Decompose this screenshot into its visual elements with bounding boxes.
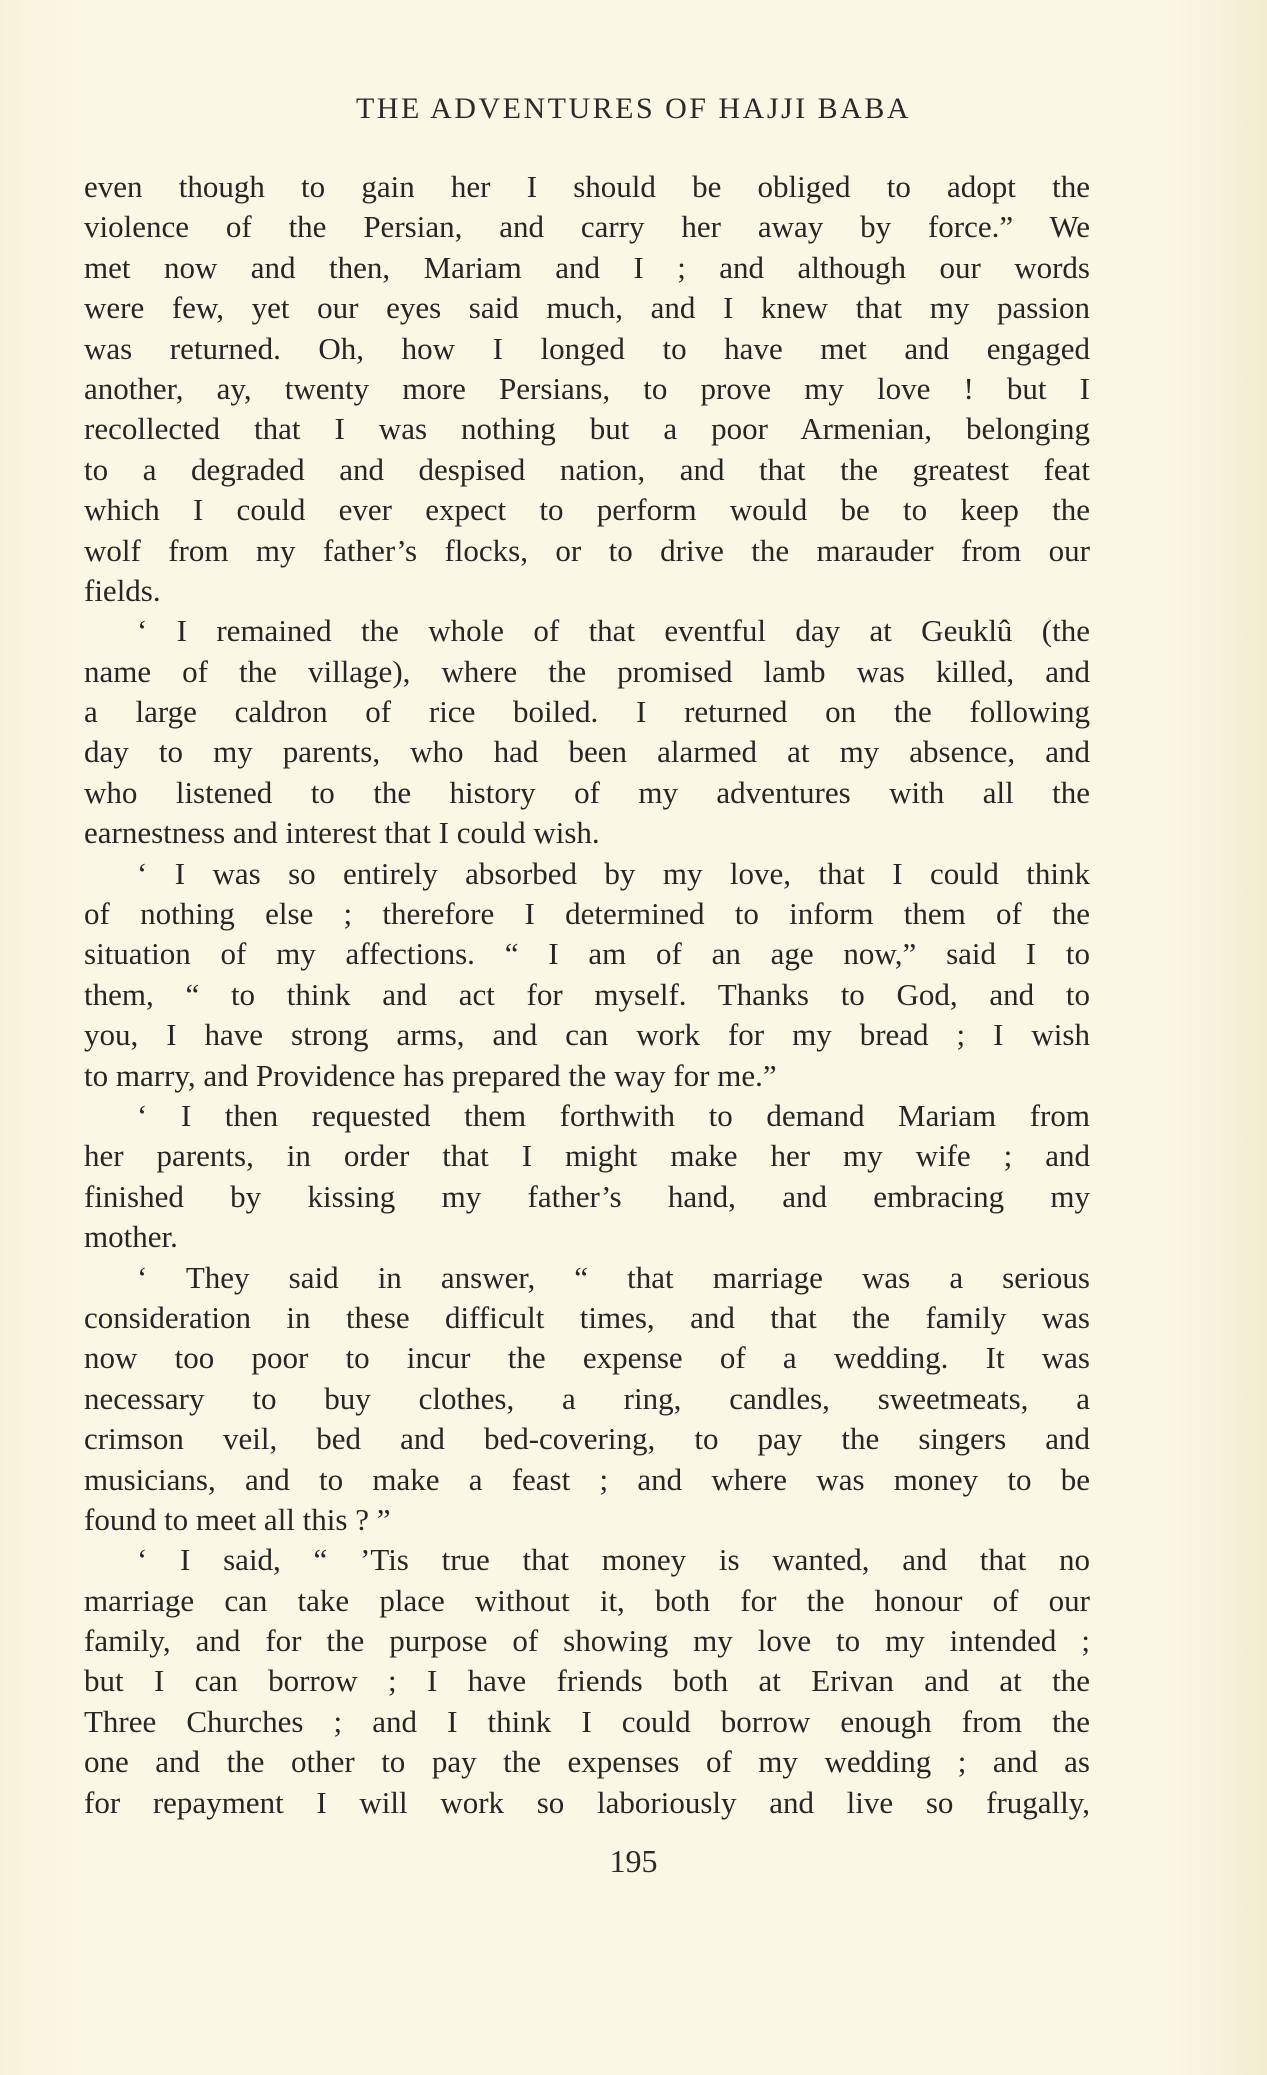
text-line: another, ay, twenty more Persians, to prove my love ! but I: [84, 370, 1090, 406]
text-line: for repayment I will work so laboriously and live so frugally,: [84, 1784, 1090, 1820]
running-head: THE ADVENTURES OF HAJJI BABA: [355, 92, 912, 125]
text-line: them, “ to think and act for myself. Thanks to God, and to: [84, 976, 1090, 1012]
text-line: consideration in these difficult times, and that the family was: [84, 1299, 1090, 1335]
text-line: a large caldron of rice boiled. I returned on the following: [84, 694, 1090, 730]
text-line: were few, yet our eyes said much, and I knew that my passion: [84, 290, 1090, 326]
text-line: ‘ I remained the whole of that eventful day at Geuklû (the: [137, 613, 1090, 649]
text-line: was returned. Oh, how I longed to have met and engaged: [84, 330, 1090, 366]
text-line: finished by kissing my father’s hand, and embracing my: [84, 1178, 1090, 1214]
text-line: day to my parents, who had been alarmed at my absence, and: [84, 734, 1090, 770]
text-line: met now and then, Mariam and I ; and although our words: [84, 249, 1090, 285]
text-line: name of the village), where the promised lamb was killed, and: [84, 653, 1090, 689]
text-line: now too poor to incur the expense of a wedding. It was: [84, 1340, 1090, 1376]
text-line: musicians, and to make a feast ; and where was money to be: [84, 1461, 1090, 1497]
body-text: [84, 167, 1090, 1823]
text-line: ‘ They said in answer, “ that marriage was a serious: [137, 1259, 1090, 1295]
text-line: who listened to the history of my adventures with all the: [84, 774, 1090, 810]
page-number: 195: [609, 1843, 658, 1879]
text-line: wolf from my father’s flocks, or to drive the marauder from our: [84, 532, 1090, 568]
text-line: recollected that I was nothing but a poor Armenian, belonging: [84, 411, 1090, 447]
text-line: family, and for the purpose of showing my love to my intended ;: [84, 1623, 1090, 1659]
text-line: her parents, in order that I might make her my wife ; and: [84, 1138, 1090, 1174]
text-line: crimson veil, bed and bed-covering, to pay the singers and: [84, 1421, 1090, 1457]
text-line: you, I have strong arms, and can work for my bread ; I wish: [84, 1017, 1090, 1053]
text-line: to a degraded and despised nation, and that the greatest feat: [84, 451, 1090, 487]
text-line: ‘ I was so entirely absorbed by my love, that I could think: [137, 855, 1090, 891]
text-line: situation of my affections. “ I am of an age now,” said I to: [84, 936, 1090, 972]
text-line: Three Churches ; and I think I could borrow enough from the: [84, 1703, 1090, 1739]
text-line: earnestness and interest that I could wish.: [84, 815, 600, 851]
text-line: marriage can take place without it, both for the honour of our: [84, 1582, 1090, 1618]
text-line: to marry, and Providence has prepared the way for me.”: [84, 1057, 777, 1093]
text-line: ‘ I then requested them forthwith to demand Mariam from: [137, 1097, 1090, 1133]
text-line: found to meet all this ? ”: [84, 1501, 391, 1537]
text-line: violence of the Persian, and carry her away by force.” We: [84, 209, 1090, 245]
text-line: mother.: [84, 1219, 178, 1255]
text-line: which I could ever expect to perform would be to keep the: [84, 492, 1090, 528]
text-line: but I can borrow ; I have friends both at Erivan and at the: [84, 1663, 1090, 1699]
text-line: ‘ I said, “ ’Tis true that money is wanted, and that no: [137, 1542, 1090, 1578]
text-line: even though to gain her I should be obliged to adopt the: [84, 169, 1090, 204]
text-line: necessary to buy clothes, a ring, candles, sweetmeats, a: [84, 1380, 1090, 1416]
text-line: one and the other to pay the expenses of my wedding ; and as: [84, 1744, 1090, 1780]
text-line: fields.: [84, 572, 161, 608]
text-line: of nothing else ; therefore I determined to inform them of the: [84, 896, 1090, 932]
